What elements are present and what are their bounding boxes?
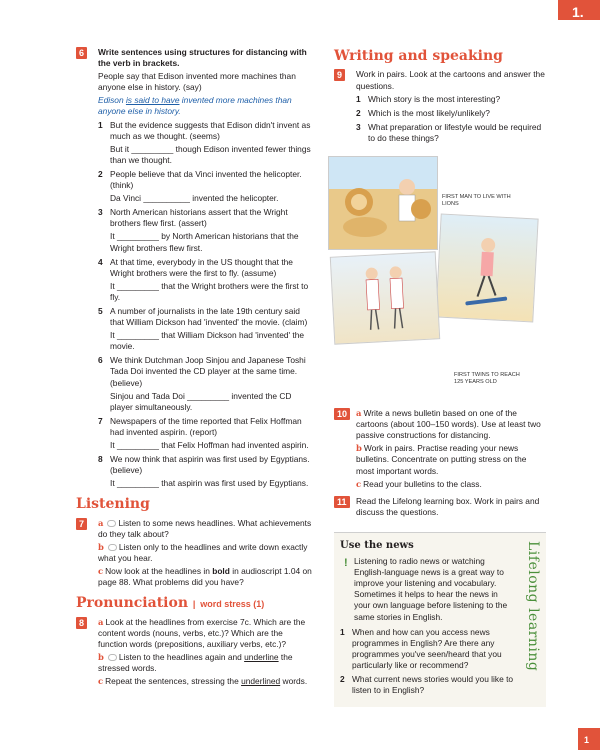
part-a xyxy=(98,617,312,650)
caption-twins: FIRST TWINS TO REACH 125 YEARS OLD xyxy=(454,372,520,385)
item-number: 3 xyxy=(356,121,361,132)
part-c xyxy=(98,676,312,687)
exercise-number: 10 xyxy=(334,408,350,420)
exercise-number: 6 xyxy=(76,47,87,59)
item-number: 3 xyxy=(98,207,103,218)
exercise-8 xyxy=(76,617,312,688)
part-letter: b xyxy=(356,443,362,454)
exercise-items xyxy=(356,94,546,144)
cartoon-lions-image xyxy=(328,156,438,250)
part-text: Look at the headlines from exercise 7c. Which are the content words (nouns, verbs, etc.)? Which are the function words (prepositions, auxiliary verbs, etc.)? xyxy=(98,616,306,650)
part-a xyxy=(98,518,312,540)
exercise-instruction: Read the Lifelong learning box. Work in pairs and discuss the questions. xyxy=(356,495,540,517)
exercise-10 xyxy=(334,408,546,490)
item-text: When and how can you access news programmes in English? Are there any programmes you've seen/heard that you particularly like or recommend? xyxy=(352,626,502,670)
item-number: 6 xyxy=(98,355,103,366)
item-text: Which is the most likely/unlikely? xyxy=(368,107,490,118)
right-column xyxy=(334,47,546,707)
part-text: Write a news bulletin based on one of the cartoons (about 100–150 words). Use at least two passive constructions for distancing. xyxy=(356,408,541,441)
exercise-items xyxy=(98,120,312,490)
exclamation-icon: ! xyxy=(344,557,348,570)
item-text: We think Dutchman Joop Sinjou and Japanese Toshi Tada Doi invented the CD player at the same time. (believe) xyxy=(110,355,306,388)
list-item xyxy=(340,627,516,671)
list-item xyxy=(356,122,546,144)
item-number: 1 xyxy=(98,119,103,130)
item-answer: But it _________ though Edison invented fewer things than we thought. xyxy=(110,143,311,165)
exercise-number: 8 xyxy=(76,617,87,629)
item-number: 1 xyxy=(340,626,345,637)
item-number: 4 xyxy=(98,256,103,267)
item-number: 7 xyxy=(98,415,103,426)
exercise-number: 7 xyxy=(76,518,87,530)
item-text: People believe that da Vinci invented the helicopter. (think) xyxy=(110,168,302,191)
cartoon-twins-icon xyxy=(331,252,439,343)
part-text: Now look at the headlines in xyxy=(105,566,213,577)
part-text: Repeat the sentences, stressing the xyxy=(105,676,242,687)
bold-word: bold xyxy=(212,566,230,577)
example-answer xyxy=(98,95,312,117)
list-item xyxy=(98,207,312,253)
underlined-word: underlined xyxy=(241,676,281,687)
item-number: 5 xyxy=(98,305,103,316)
part-letter: a xyxy=(98,616,104,627)
unit-tab: 1. xyxy=(558,0,600,20)
listening-title: Listening xyxy=(76,496,150,513)
list-item xyxy=(98,416,312,451)
part-letter: c xyxy=(98,676,104,687)
item-number: 2 xyxy=(356,107,361,118)
item-answer: It _________ that Felix Hoffman had invented aspirin. xyxy=(110,440,309,450)
part-text: Listen only to the headlines and write down exactly what you hear. xyxy=(98,542,308,564)
audio-icon[interactable] xyxy=(107,520,116,527)
item-answer: Sinjou and Tada Doi _________ invented the CD player simultaneously. xyxy=(110,390,292,412)
exercise-instruction: Work in pairs. Look at the cartoons and answer the questions. xyxy=(356,69,545,91)
lifelong-intro: Listening to radio news or watching English-language news is a great way to improve your listening and vocabulary. Sometimes it helps to hear the news in your own language before listening to the same stories in English. xyxy=(354,556,508,622)
exercise-6 xyxy=(76,47,312,489)
part-letter: c xyxy=(356,478,362,489)
cartoon-skateboard-image xyxy=(435,214,538,323)
left-column xyxy=(76,47,312,690)
part-a xyxy=(356,408,546,441)
item-answer: It _________ that aspirin was first used by Egyptians. xyxy=(110,478,309,489)
cartoon-collage xyxy=(328,150,546,400)
part-letter: b xyxy=(98,652,104,663)
item-number: 1 xyxy=(356,93,361,104)
part-text: Listen to some news headlines. What achievements do they talk about? xyxy=(98,517,312,539)
item-text: At that time, everybody in the US thought that the Wright brothers were the first to fly. (assume) xyxy=(110,256,293,278)
item-number: 2 xyxy=(340,674,345,684)
item-text: We now think that aspirin was first used by Egyptians. (believe) xyxy=(110,454,310,476)
lifelong-heading: Use the news xyxy=(340,539,414,551)
pronunciation-subtitle: word stress (1) xyxy=(200,599,265,610)
exercise-7 xyxy=(76,518,312,589)
exercise-9 xyxy=(334,69,546,144)
lifelong-side-label: Lifelong learning xyxy=(525,540,541,672)
list-item xyxy=(98,454,312,489)
item-answer: It _________ by North American historians that the Wright brothers flew first. xyxy=(110,231,299,253)
part-letter: b xyxy=(98,542,104,553)
part-b xyxy=(98,542,312,564)
caption-lions: FIRST MAN TO LIVE WITH LIONS xyxy=(442,194,511,207)
part-letter: a xyxy=(98,517,104,528)
audio-icon[interactable] xyxy=(108,544,117,551)
item-text: What current news stories would you like to listen to in English? xyxy=(352,674,514,696)
list-item xyxy=(98,120,312,166)
list-item xyxy=(356,108,546,119)
item-answer: It _________ that the Wright brothers were the first to fly. xyxy=(110,280,309,302)
lifelong-intro-block xyxy=(340,556,516,623)
list-item xyxy=(340,674,516,696)
item-text: Newspapers of the time reported that Felix Hoffman had invented aspirin. (report) xyxy=(110,415,302,437)
list-item xyxy=(98,306,312,352)
item-text: Which story is the most interesting? xyxy=(368,93,501,104)
underlined-word: underline xyxy=(244,652,279,663)
part-b xyxy=(98,652,312,674)
example-underlined: is said to have xyxy=(125,95,180,106)
audio-icon[interactable] xyxy=(108,654,117,661)
list-item xyxy=(98,355,312,412)
lifelong-questions xyxy=(340,627,516,697)
item-text: A number of journalists in the late 19th century said that William Dickson had 'invented' the movie. (claim) xyxy=(110,305,308,328)
part-text: Work in pairs. Practise reading your news bulletins. Concentrate on putting stress on the most important words. xyxy=(356,443,527,476)
part-text: Listen to the headlines again and xyxy=(118,652,245,663)
part-letter: c xyxy=(98,566,104,577)
part-text: in audioscript 1.04 on page 88. What problems did you have? xyxy=(98,566,312,588)
item-number: 2 xyxy=(98,168,103,179)
part-text: words. xyxy=(280,676,308,687)
item-text: North American historians assert that the Wright brothers flew first. (assert) xyxy=(110,207,288,229)
list-item xyxy=(98,169,312,204)
page-number-tab: 1 xyxy=(578,728,600,750)
part-c xyxy=(356,479,546,490)
part-b xyxy=(356,443,546,476)
writing-title: Writing and speaking xyxy=(334,48,503,64)
pronunciation-heading: Pronunciation xyxy=(76,595,188,612)
part-letter: a xyxy=(356,408,362,419)
part-text: Read your bulletins to the class. xyxy=(363,478,482,489)
item-answer: Da Vinci __________ invented the helicopter. xyxy=(110,193,279,204)
item-text: What preparation or lifestyle would be required to do these things? xyxy=(368,121,542,143)
lifelong-learning-box xyxy=(334,532,546,707)
pronunciation-divider: | xyxy=(192,599,196,610)
cartoon-skateboard-icon xyxy=(436,215,537,322)
cartoon-twins-image xyxy=(330,251,440,344)
example-part: invented more machines than anyone else in history. xyxy=(98,95,292,117)
exercise-number: 11 xyxy=(334,496,350,508)
item-number: 8 xyxy=(98,454,103,465)
part-c xyxy=(98,566,312,588)
item-answer: It _________ that William Dickson had 'invented' the movie. xyxy=(110,330,305,352)
list-item xyxy=(98,257,312,303)
exercise-prompt: People say that Edison invented more machines than anyone else in history. (say) xyxy=(98,71,296,93)
example-part: Edison xyxy=(98,95,126,106)
pronunciation-title xyxy=(76,594,312,612)
part-text: the stressed words. xyxy=(98,652,293,674)
cartoon-lions-icon xyxy=(329,157,437,249)
exercise-instruction: Write sentences using structures for distancing with the verb in brackets. xyxy=(98,47,307,69)
exercise-number: 9 xyxy=(334,69,345,81)
list-item xyxy=(356,94,546,105)
exercise-11 xyxy=(334,496,546,518)
item-text: But the evidence suggests that Edison didn't invent as much as we thought. (seems) xyxy=(110,119,311,141)
